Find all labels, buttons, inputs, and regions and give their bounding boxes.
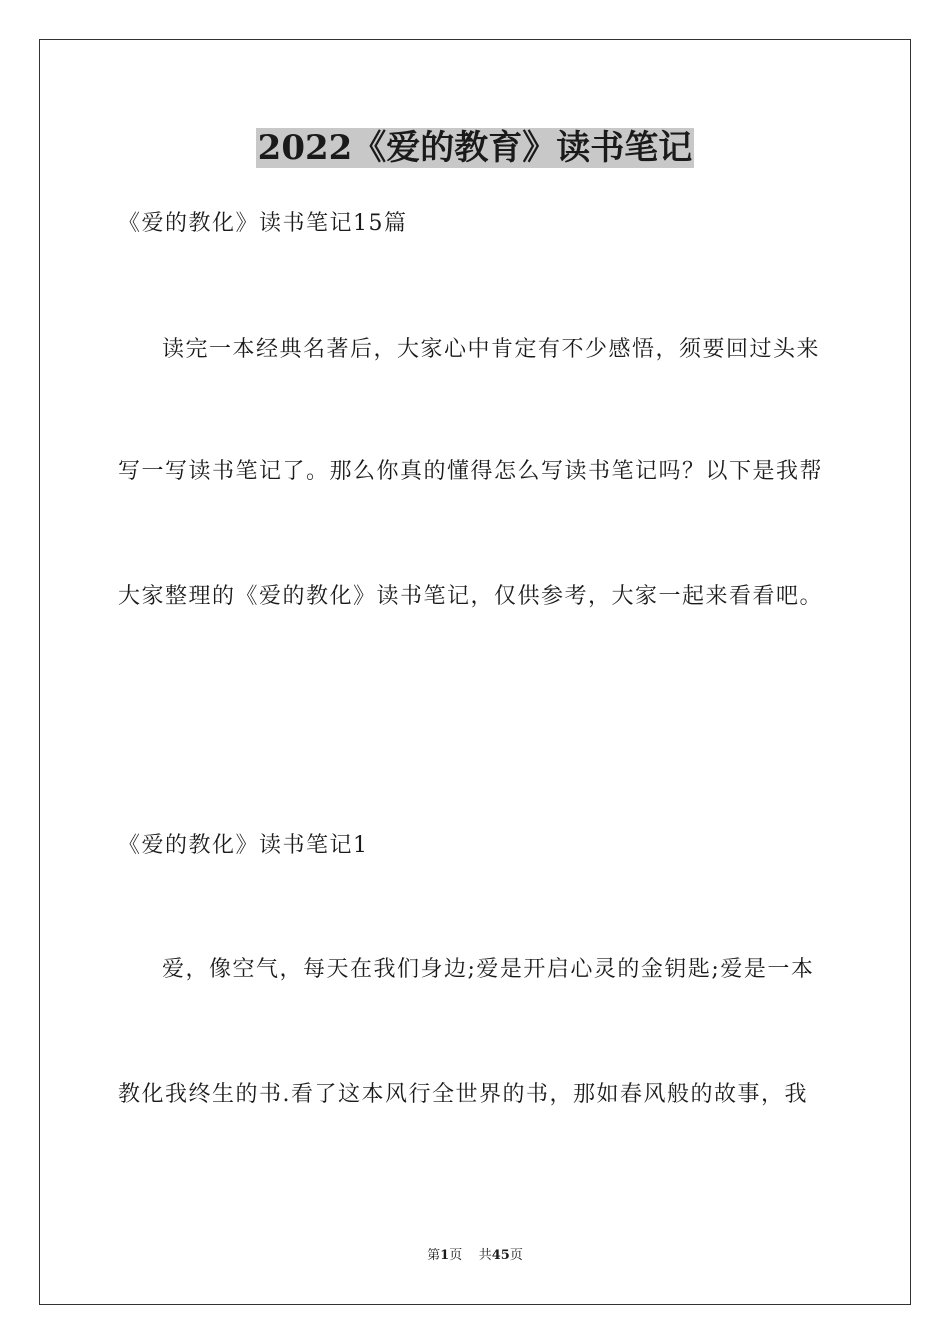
intro-line-3: 大家整理的《爱的教化》读书笔记，仅供参考，大家一起来看看吧。 <box>118 584 824 609</box>
footer-page-number: 1 <box>440 1248 450 1263</box>
footer-page-prefix: 第 <box>427 1248 441 1263</box>
footer-total-prefix: 共 <box>478 1248 492 1263</box>
page-footer <box>0 1247 950 1265</box>
section-line-2: 教化我终生的书.看了这本风行全世界的书，那如春风般的故事，我 <box>118 1082 808 1107</box>
document-title <box>0 126 950 170</box>
footer-page-suffix: 页 <box>449 1248 463 1263</box>
footer-total-suffix: 页 <box>509 1248 523 1263</box>
document-title-text: 2022《爱的教育》读书笔记 <box>257 128 693 168</box>
intro-line-2: 写一写读书笔记了。那么你真的懂得怎么写读书笔记吗？以下是我帮 <box>118 459 824 484</box>
section-heading: 《爱的教化》读书笔记1 <box>118 833 369 858</box>
section-line-1: 爱，像空气，每天在我们身边;爱是开启心灵的金钥匙;爱是一本 <box>162 957 815 982</box>
footer-total-pages: 45 <box>491 1248 510 1263</box>
document-subtitle: 《爱的教化》读书笔记15篇 <box>118 211 408 236</box>
intro-line-1: 读完一本经典名著后，大家心中肯定有不少感悟，须要回过头来 <box>162 337 821 362</box>
